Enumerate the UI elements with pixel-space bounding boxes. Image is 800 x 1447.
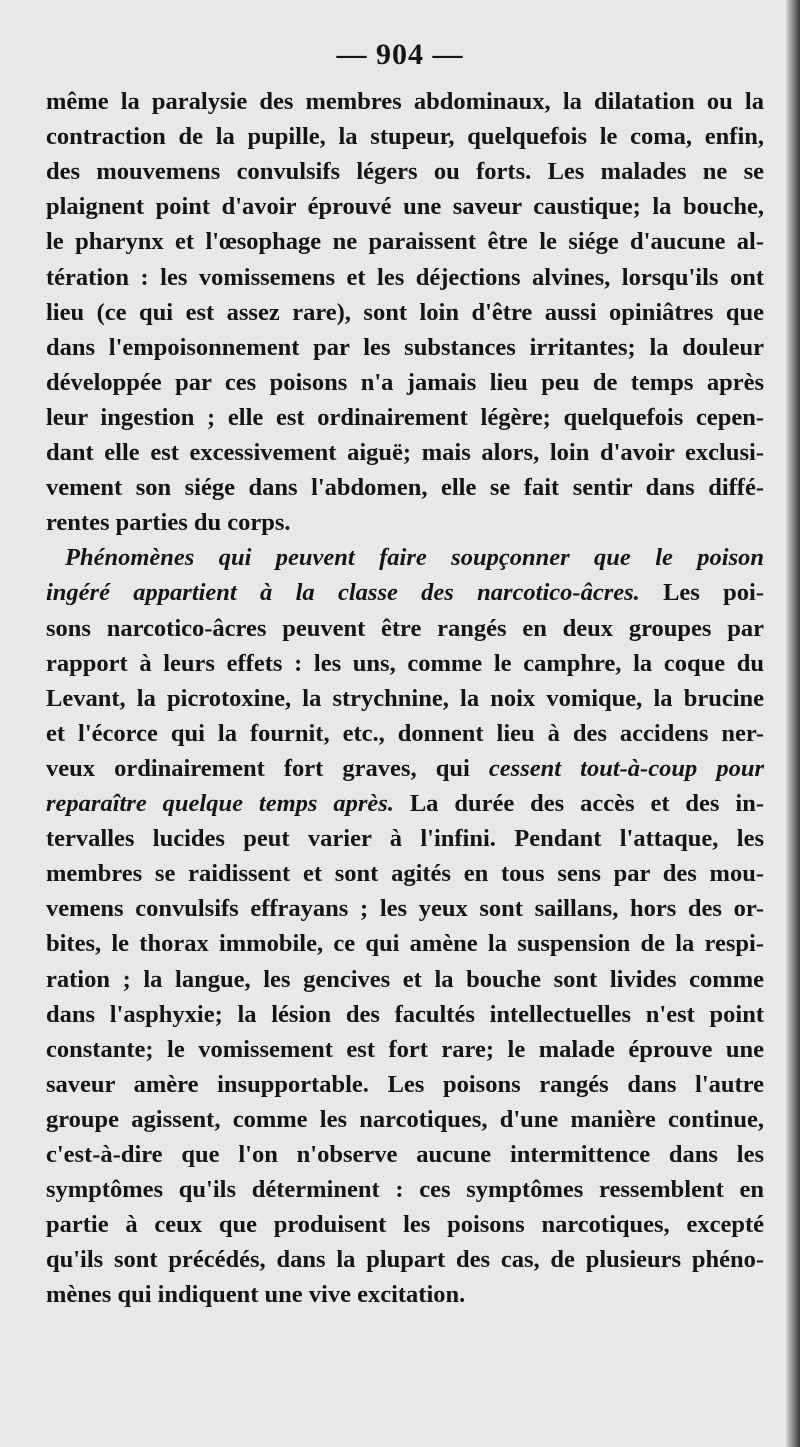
text-line xyxy=(46,1032,764,1068)
italic-heading-text: Phénomènes qui peuvent faire soupçonner que le poison xyxy=(65,544,764,572)
text-line xyxy=(46,189,764,225)
text-line xyxy=(46,751,764,787)
text-line xyxy=(46,786,764,822)
line-text: symptômes qu'ils déterminent : ces symptômes ressemblent en xyxy=(46,1176,764,1204)
text-line xyxy=(46,1207,764,1243)
line-text: qu'ils sont précédés, dans la plupart des cas, de plusieurs phéno- xyxy=(46,1246,764,1274)
text-line xyxy=(46,716,764,752)
line-text: même la paralysie des membres abdominaux, la dilatation ou la xyxy=(46,88,764,115)
line-text: constante; le vomissement est fort rare; le malade éprouve une xyxy=(46,1035,764,1063)
line-text: rapport à leurs effets : les uns, comme le camphre, la coque du xyxy=(46,649,764,677)
text-line xyxy=(46,224,764,260)
text-line xyxy=(46,575,764,611)
text-line xyxy=(46,997,764,1033)
line-text: le pharynx et l'œsophage ne paraissent être le siége d'aucune al- xyxy=(46,228,764,256)
text-line xyxy=(46,891,764,927)
text-line xyxy=(46,435,764,471)
text-line xyxy=(65,540,764,576)
line-text: veux ordinairement fort graves, qui xyxy=(46,754,489,782)
line-text: ration ; la langue, les gencives et la bouche sont livides comme xyxy=(46,965,764,993)
text-line xyxy=(46,505,764,541)
line-text: membres se raidissent et sont agités en tous sens par des mou- xyxy=(46,860,764,888)
text-line xyxy=(46,400,764,436)
text-line xyxy=(46,295,764,331)
line-text: partie à ceux que produisent les poisons narcotiques, excepté xyxy=(46,1211,764,1239)
text-line xyxy=(46,1277,764,1313)
text-line xyxy=(46,330,764,366)
text-line xyxy=(46,856,764,892)
line-text: développée par ces poisons n'a jamais lieu peu de temps après xyxy=(46,368,764,396)
line-text: vement son siége dans l'abdomen, elle se fait sentir dans diffé- xyxy=(46,474,764,502)
text-line xyxy=(46,119,764,155)
text-line xyxy=(46,84,764,120)
line-text: sons narcotico-âcres peuvent être rangés en deux groupes par xyxy=(46,614,764,642)
line-text: c'est-à-dire que l'on n'observe aucune intermittence dans les xyxy=(46,1141,764,1168)
page-edge-shadow xyxy=(786,0,800,1447)
line-text: tération : les vomissemens et les déjections alvines, lorsqu'ils ont xyxy=(46,263,764,291)
line-text: rentes parties du corps. xyxy=(46,509,291,537)
page-number: — 904 — xyxy=(336,38,464,71)
line-text: mènes qui indiquent une vive excitation. xyxy=(46,1281,466,1309)
italic-heading-text: cessent tout-à-coup pour xyxy=(488,754,764,782)
line-text: groupe agissent, comme les narcotiques, d'une manière continue, xyxy=(46,1105,764,1133)
text-line xyxy=(46,154,764,190)
line-text: lieu (ce qui est assez rare), sont loin d'être aussi opiniâtres que xyxy=(46,298,764,326)
text-line xyxy=(46,260,764,296)
text-line xyxy=(46,365,764,401)
line-text: bites, le thorax immobile, ce qui amène la suspension de la respi- xyxy=(46,930,764,958)
text-line xyxy=(46,1172,764,1208)
line-text: des mouvemens convulsifs légers ou forts. Les malades ne se xyxy=(46,158,764,186)
line-text: tervalles lucides peut varier à l'infini. Pendant l'attaque, les xyxy=(46,825,764,853)
text-line xyxy=(46,821,764,857)
line-text: contraction de la pupille, la stupeur, quelquefois le coma, enfin, xyxy=(46,123,764,151)
line-text: vemens convulsifs effrayans ; les yeux sont saillans, hors des or- xyxy=(46,895,764,923)
text-line xyxy=(46,1137,764,1173)
text-line xyxy=(46,681,764,717)
line-text: plaignent point d'avoir éprouvé une saveur caustique; la bouche, xyxy=(46,193,764,221)
line-text: La durée des accès et des in- xyxy=(393,790,764,817)
text-line xyxy=(46,646,764,682)
text-line xyxy=(46,926,764,962)
line-text: saveur amère insupportable. Les poisons rangés dans l'autre xyxy=(46,1070,764,1098)
line-text: dans l'asphyxie; la lésion des facultés intellectuelles n'est point xyxy=(46,1000,764,1028)
line-text: et l'écorce qui la fournit, etc., donnent lieu à des accidens ner- xyxy=(46,719,764,747)
text-line xyxy=(46,1242,764,1278)
text-line xyxy=(46,1102,764,1138)
italic-heading-text: ingéré appartient à la classe des narcotico-âcres. xyxy=(46,579,640,607)
text-line xyxy=(46,611,764,647)
line-text: Les poi- xyxy=(639,579,765,607)
italic-heading-text: reparaître quelque temps après. xyxy=(46,790,394,817)
line-text: Levant, la picrotoxine, la strychnine, la noix vomique, la brucine xyxy=(46,684,764,712)
line-text: dant elle est excessivement aiguë; mais alors, loin d'avoir exclusi- xyxy=(46,439,764,466)
line-text: dans l'empoisonnement par les substances irritantes; la douleur xyxy=(46,333,764,361)
line-text: leur ingestion ; elle est ordinairement légère; quelquefois cepen- xyxy=(46,403,764,431)
text-line xyxy=(46,962,764,998)
text-line xyxy=(46,470,764,506)
text-line xyxy=(46,1067,764,1103)
